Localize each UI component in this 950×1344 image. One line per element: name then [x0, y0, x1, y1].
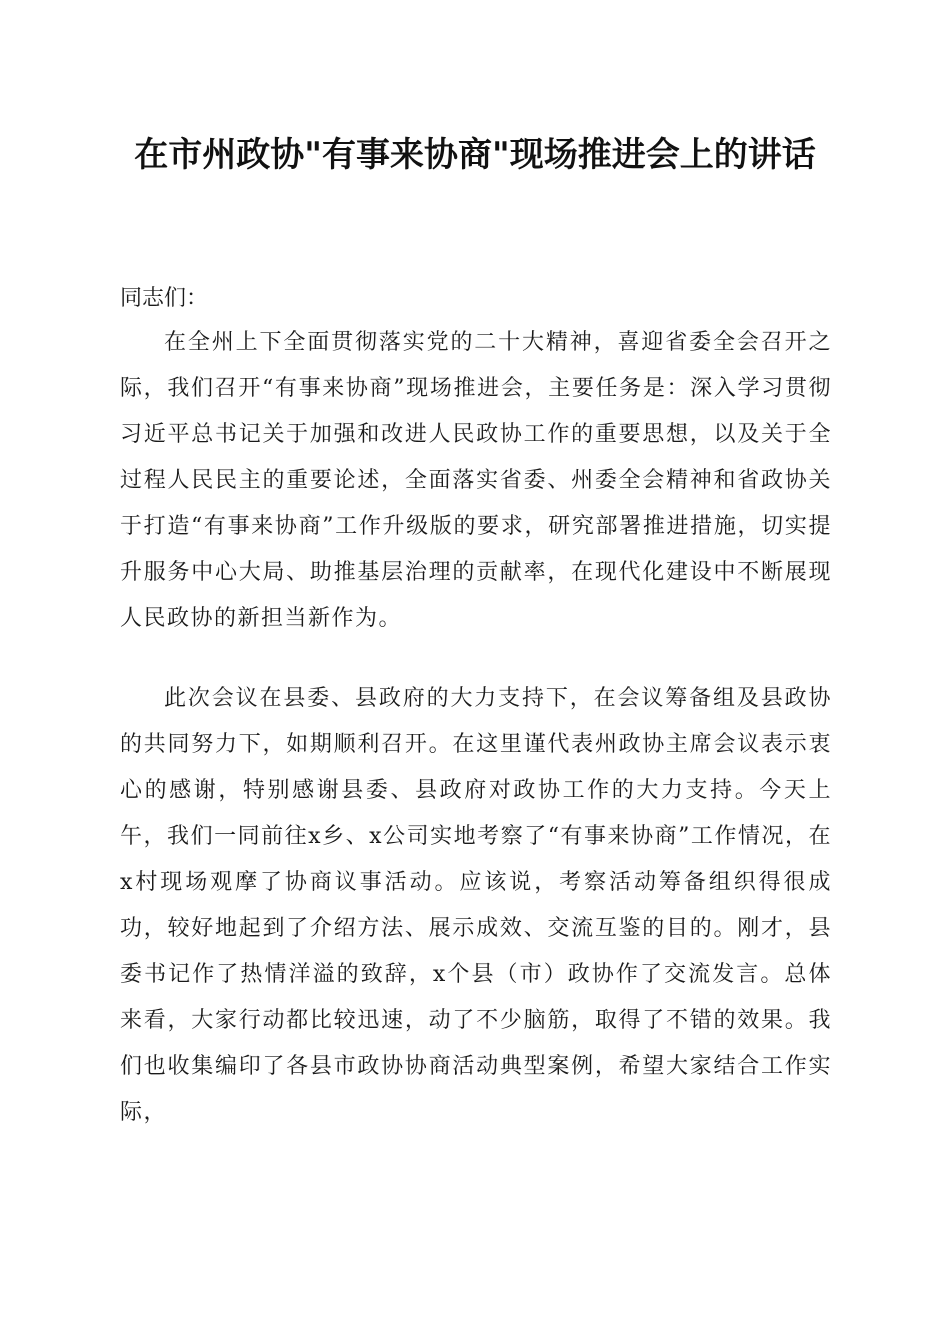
- salutation: 同志们：: [120, 286, 209, 311]
- paragraph-2: 此次会议在县委、县政府的大力支持下，在会议筹备组及县政协的共同努力下，如期顺利召开。在这里谨代表州政协主席会议表示衷心的感谢，特别感谢县委、县政府对政协工作的大力支持。今天上午，我们一同前往x乡、x公司实地考察了“有事来协商”工作情况，在x村现场观摩了协商议事活动。应该说，考察活动筹备组织得很成功，较好地起到了介绍方法、展示成效、交流互鉴的目的。刚才，县委书记作了热情洋溢的致辞，x个县（市）政协作了交流发言。总体来看，大家行动都比较迅速，动了不少脑筋，取得了不错的效果。我们也收集编印了各县市政协协商活动典型案例，希望大家结合工作实际，: [120, 686, 832, 1125]
- page-title: 在市州政协"有事来协商"现场推进会上的讲话: [134, 135, 816, 175]
- paragraph-1: 在全州上下全面贯彻落实党的二十大精神，喜迎省委全会召开之际，我们召开“有事来协商”现场推进会，主要任务是：深入学习贯彻习近平总书记关于加强和改进人民政协工作的重要思想，以及关于全过程人民民主的重要论述，全面落实省委、州委全会精神和省政协关于打造“有事来协商”工作升级版的要求，研究部署推进措施，切实提升服务中心大局、助推基层治理的贡献率，在现代化建设中不断展现人民政协的新担当新作为。: [120, 330, 832, 631]
